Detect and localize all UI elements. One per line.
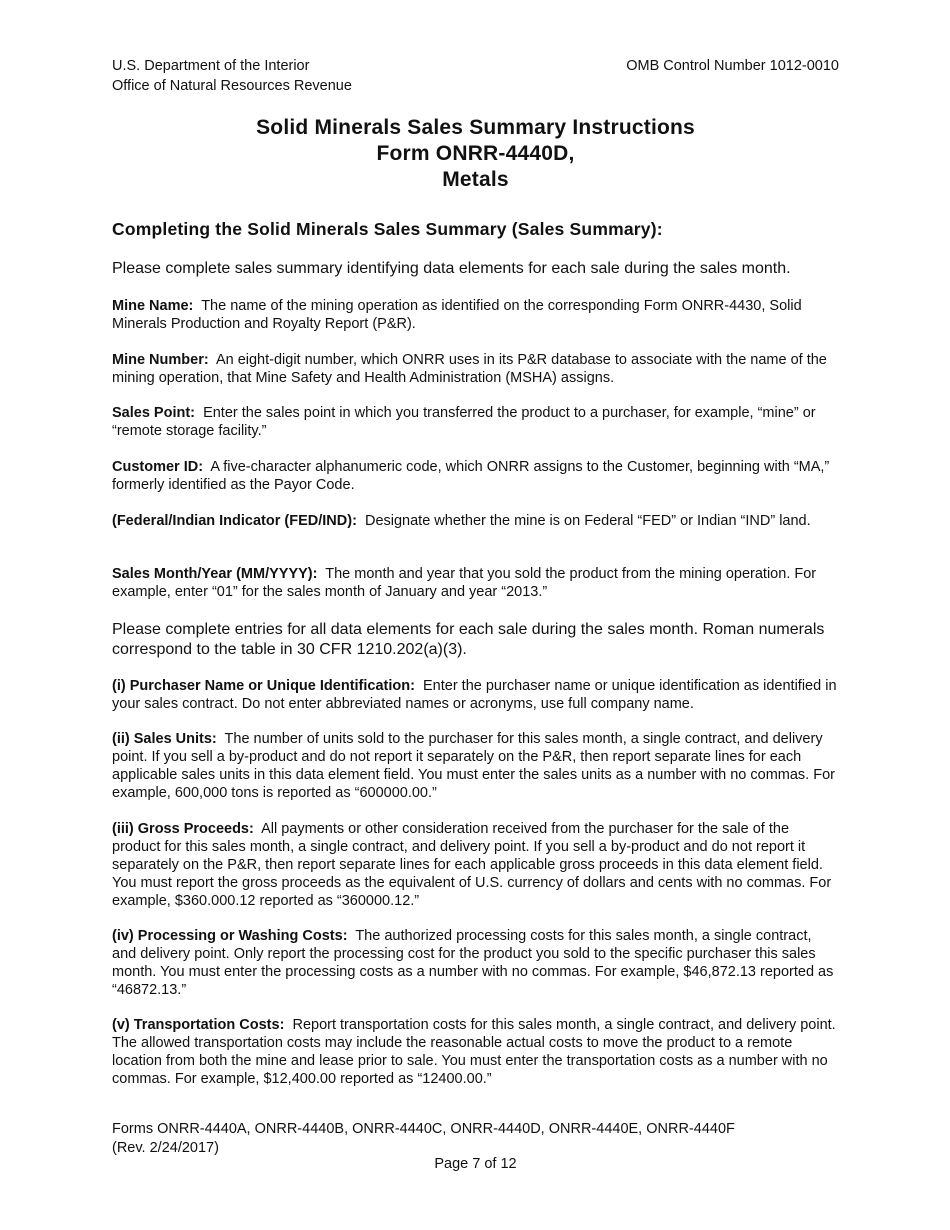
entry-term: (ii) Sales Units: — [112, 731, 217, 747]
entry-text: The authorized processing costs for this sales month, a single contract, and delivery point. Only report the processing cost for the product you sold to the specific purchaser this sales month. You must enter the processing costs as a number with no commas. For example, $46,872.13 reported as “46872.13.” — [112, 928, 834, 998]
agency-name: U.S. Department of the Interior — [112, 58, 310, 74]
entry-mine-name — [112, 297, 839, 333]
entry-fed-ind-indicator — [112, 512, 839, 530]
agency-block — [112, 56, 352, 96]
entry-text: Enter the purchaser name or unique identification as identified in your sales contract. Do not enter abbreviated names or acronyms, use full company name. — [112, 678, 837, 712]
entry-term: Sales Month/Year (MM/YYYY): — [112, 566, 318, 582]
footer-revision: (Rev. 2/24/2017) — [112, 1140, 219, 1156]
entry-sales-units — [112, 730, 839, 802]
entry-term: Mine Name: — [112, 298, 194, 314]
intro-paragraph-2: Please complete entries for all data elements for each sale during the sales month. Roman numerals correspond to the table in 30 CFR 1210.202(a)(3). — [112, 621, 825, 658]
office-name: Office of Natural Resources Revenue — [112, 78, 352, 94]
entry-term: Sales Point: — [112, 405, 195, 421]
entry-text: A five-character alphanumeric code, which ONRR assigns to the Customer, beginning with “MA,” formerly identified as the Payor Code. — [112, 459, 830, 493]
entry-term: (Federal/Indian Indicator (FED/IND): — [112, 513, 357, 529]
entry-term: Customer ID: — [112, 459, 204, 475]
title-line-1: Solid Minerals Sales Summary Instructions — [256, 116, 695, 139]
page-footer — [112, 1120, 839, 1158]
entry-text: All payments or other consideration received from the purchaser for the sale of the product for this sales month, a single contract, and delivery point. If you sell a by-product and do not report it separately on the P&R, then report separate lines for each applicable gross proceeds in this data element field. You must report the gross proceeds as the equivalent of U.S. currency of dollars and cents with no commas. For example, $360.000.12 reported as “360000.12.” — [112, 821, 832, 909]
entry-term: (iii) Gross Proceeds: — [112, 821, 254, 837]
document-page — [112, 0, 839, 1230]
entry-processing-costs — [112, 927, 839, 999]
entry-text: Enter the sales point in which you transferred the product to a purchaser, for example, “mine” or “remote storage facility.” — [112, 405, 816, 439]
entry-term: (iv) Processing or Washing Costs: — [112, 928, 348, 944]
entry-term: (i) Purchaser Name or Unique Identification: — [112, 678, 415, 694]
entry-purchaser-name — [112, 677, 839, 713]
entry-customer-id — [112, 458, 839, 494]
entry-mine-number — [112, 351, 839, 387]
entry-text: Report transportation costs for this sales month, a single contract, and delivery point. The allowed transportation costs may include the reasonable actual costs to move the product to a remote location from both the mine and lease prior to sale. You must enter the transportation costs as a number with no commas. For example, $12,400.00 reported as “12400.00.” — [112, 1017, 836, 1087]
intro-paragraph-1: Please complete sales summary identifying data elements for each sale during the sales month. — [112, 260, 791, 277]
entry-gross-proceeds — [112, 820, 839, 910]
footer-forms: Forms ONRR-4440A, ONRR-4440B, ONRR-4440C, ONRR-4440D, ONRR-4440E, ONRR-4440F — [112, 1121, 735, 1137]
page-number: Page 7 of 12 — [434, 1156, 517, 1172]
entry-sales-month-year — [112, 565, 839, 601]
entry-text: An eight-digit number, which ONRR uses in its P&R database to associate with the name of the mining operation, that Mine Safety and Health Administration (MSHA) assigns. — [112, 352, 827, 386]
title-line-2: Form ONRR-4440D, — [376, 142, 575, 165]
section-heading: Completing the Solid Minerals Sales Summary (Sales Summary): — [112, 219, 663, 239]
omb-control-number: OMB Control Number 1012-0010 — [626, 58, 839, 74]
entry-text: The number of units sold to the purchaser for this sales month, a single contract, and delivery point. If you sell a by-product and do not report it separately on the P&R, then report separate lines for each applicable sales units in this data element field. You must enter the sales units as a number with no commas. For example, 600,000 tons is reported as “600000.00.” — [112, 731, 835, 801]
entry-sales-point — [112, 404, 839, 440]
entry-term: Mine Number: — [112, 352, 209, 368]
entry-term: (v) Transportation Costs: — [112, 1017, 285, 1033]
entry-transportation-costs — [112, 1016, 839, 1088]
entry-text: The name of the mining operation as identified on the corresponding Form ONRR-4430, Solid Minerals Production and Royalty Report (P&R). — [112, 298, 802, 332]
document-title — [112, 115, 839, 193]
entry-text: Designate whether the mine is on Federal “FED” or Indian “IND” land. — [364, 513, 811, 529]
title-line-3: Metals — [442, 168, 509, 191]
entry-text: The month and year that you sold the product from the mining operation. For example, enter “01” for the sales month of January and year “2013.” — [112, 566, 817, 600]
